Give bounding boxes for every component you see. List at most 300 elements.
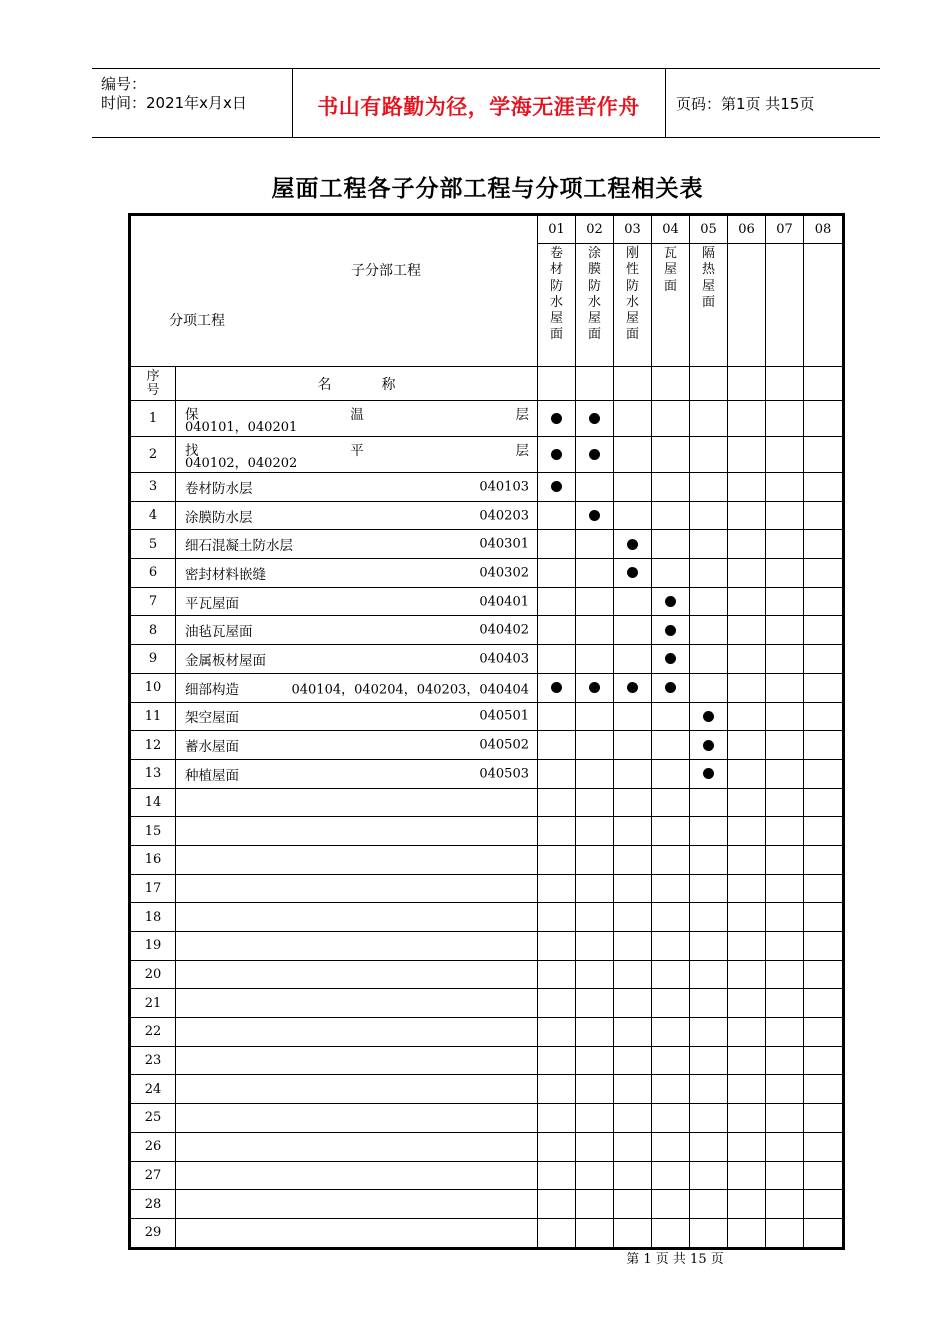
relation-cell (804, 1190, 843, 1219)
relation-cell (576, 817, 614, 846)
relation-cell (728, 989, 766, 1018)
row-name-cell (176, 903, 538, 932)
relation-cell (576, 559, 614, 588)
relation-cell (728, 1046, 766, 1075)
table-row (131, 1046, 843, 1075)
relation-cell (690, 731, 728, 760)
row-name-cell (176, 616, 538, 645)
table-row (131, 645, 843, 674)
filled-dot-icon (551, 449, 562, 460)
table-row (131, 1218, 843, 1247)
relation-cell (614, 587, 652, 616)
relation-cell (614, 673, 652, 702)
relation-cell (576, 874, 614, 903)
relation-cell (538, 1075, 576, 1104)
relation-cell (652, 932, 690, 961)
empty-cell (652, 367, 690, 401)
relation-cell (690, 501, 728, 530)
row-name-cell (176, 845, 538, 874)
column-name-char: 热 (701, 262, 715, 278)
column-name-char: 防 (625, 278, 639, 294)
row-name-wrap (176, 502, 537, 530)
relation-cell (804, 932, 843, 961)
page-info: 页码：第1页 共15页 (676, 95, 815, 113)
column-name-char: 卷 (549, 246, 563, 261)
column-name-char: 涂 (587, 246, 601, 261)
relation-cell (690, 1046, 728, 1075)
relation-cell (728, 437, 766, 473)
relation-cell (728, 587, 766, 616)
row-name-wrap (176, 1075, 537, 1103)
relation-cell (804, 817, 843, 846)
empty-cell (804, 367, 843, 401)
relation-cell (766, 673, 804, 702)
time-label: 时间：2021年x月x日 (101, 94, 247, 112)
relation-cell (538, 903, 576, 932)
relation-cell (614, 645, 652, 674)
relation-cell (538, 960, 576, 989)
relation-cell (576, 702, 614, 731)
table-row (131, 530, 843, 559)
table-row (131, 1161, 843, 1190)
relation-cell (614, 1190, 652, 1219)
column-name (614, 244, 652, 367)
row-number: 20 (131, 960, 176, 989)
row-name-cell (176, 1018, 538, 1047)
table-row (131, 437, 843, 473)
filled-dot-icon (665, 596, 676, 607)
row-name-wrap (176, 1190, 537, 1218)
row-number: 2 (131, 437, 176, 473)
relation-cell (538, 1046, 576, 1075)
relation-cell (690, 903, 728, 932)
row-name-char: 温 (350, 407, 364, 423)
relation-cell (614, 989, 652, 1018)
relation-cell (766, 559, 804, 588)
relation-cell (804, 401, 843, 437)
table-row (131, 1018, 843, 1047)
relation-cell (804, 1046, 843, 1075)
relation-cell (538, 645, 576, 674)
relation-cell (614, 401, 652, 437)
row-name: 金属板材屋面 (185, 652, 266, 669)
relation-cell (576, 960, 614, 989)
row-number: 12 (131, 731, 176, 760)
relation-cell (576, 1075, 614, 1104)
relation-cell (538, 616, 576, 645)
row-name: 细石混凝土防水层 (185, 538, 293, 555)
relation-cell (690, 932, 728, 961)
row-number: 18 (131, 903, 176, 932)
row-codes: 040403 (479, 651, 529, 667)
motto-text: 书山有路勤为径，学海无涯苦作舟 (317, 94, 640, 119)
relation-cell (766, 932, 804, 961)
relation-cell (804, 1104, 843, 1133)
relation-cell (690, 559, 728, 588)
row-name-wrap (176, 1133, 537, 1161)
relation-cell (614, 473, 652, 502)
relation-cell (690, 1218, 728, 1247)
filled-dot-icon (665, 625, 676, 636)
row-number: 4 (131, 501, 176, 530)
row-name-cell (176, 437, 538, 473)
row-name-cell (176, 401, 538, 437)
header-motto-cell (292, 69, 666, 137)
relation-cell (576, 501, 614, 530)
row-number: 21 (131, 989, 176, 1018)
relation-cell (766, 817, 804, 846)
relation-cell (690, 1132, 728, 1161)
relation-cell (690, 616, 728, 645)
row-name: 涂膜防水层 (185, 509, 253, 526)
column-name (690, 244, 728, 367)
table-row (131, 1132, 843, 1161)
relation-cell (614, 1018, 652, 1047)
relation-cell (766, 645, 804, 674)
relation-cell (728, 1018, 766, 1047)
relation-cell (804, 473, 843, 502)
column-name-char: 屋 (625, 311, 639, 327)
relation-cell (804, 788, 843, 817)
relation-cell (614, 501, 652, 530)
row-name-char: 找 (185, 443, 199, 459)
relation-cell (766, 473, 804, 502)
relation-cell (614, 616, 652, 645)
relation-cell (576, 1018, 614, 1047)
row-name-cell (176, 530, 538, 559)
relation-cell (576, 616, 614, 645)
row-name-cell (176, 1132, 538, 1161)
relation-cell (766, 903, 804, 932)
relation-cell (652, 530, 690, 559)
row-number: 5 (131, 530, 176, 559)
filled-dot-icon (703, 711, 714, 722)
row-name-cell (176, 731, 538, 760)
relation-cell (652, 645, 690, 674)
filled-dot-icon (627, 682, 638, 693)
row-name-wrap (176, 559, 537, 587)
row-codes: 040301 (479, 536, 529, 552)
relation-cell (690, 1018, 728, 1047)
relation-cell (614, 759, 652, 788)
column-code: 05 (690, 216, 728, 244)
document-header (92, 68, 880, 138)
row-name-wrap (176, 645, 537, 673)
relation-cell (728, 645, 766, 674)
relation-cell (576, 401, 614, 437)
relation-table (130, 215, 843, 1248)
relation-cell (652, 960, 690, 989)
row-number: 1 (131, 401, 176, 437)
relation-cell (728, 1132, 766, 1161)
row-name-wrap (176, 789, 537, 817)
seq-header: 序号 (131, 367, 176, 401)
row-name-wrap (176, 875, 537, 903)
relation-cell (538, 501, 576, 530)
filled-dot-icon (551, 413, 562, 424)
relation-cell (576, 1046, 614, 1075)
filled-dot-icon (589, 449, 600, 460)
relation-cell (576, 731, 614, 760)
column-name-char: 材 (549, 262, 563, 278)
relation-cell (766, 1218, 804, 1247)
row-name-wrap (176, 530, 537, 558)
relation-cell (576, 587, 614, 616)
relation-cell (690, 989, 728, 1018)
relation-cell (804, 845, 843, 874)
relation-cell (690, 702, 728, 731)
relation-cell (576, 1104, 614, 1133)
row-number: 28 (131, 1190, 176, 1219)
filled-dot-icon (589, 413, 600, 424)
table-row (131, 473, 843, 502)
relation-cell (690, 845, 728, 874)
relation-cell (766, 788, 804, 817)
relation-cell (804, 501, 843, 530)
row-name-wrap (176, 989, 537, 1017)
row-codes: 040101，040201 (185, 420, 298, 435)
filled-dot-icon (703, 768, 714, 779)
row-name: 细部构造 (185, 681, 239, 698)
row-name-wrap (176, 674, 537, 702)
table-row (131, 587, 843, 616)
relation-cell (652, 559, 690, 588)
filled-dot-icon (551, 682, 562, 693)
relation-cell (766, 1161, 804, 1190)
relation-cell (728, 559, 766, 588)
column-name-char: 瓦 (663, 246, 677, 261)
row-name-cell (176, 1190, 538, 1219)
row-number: 17 (131, 874, 176, 903)
relation-cell (804, 1018, 843, 1047)
relation-cell (614, 530, 652, 559)
relation-cell (690, 437, 728, 473)
column-code: 01 (538, 216, 576, 244)
relation-cell (576, 473, 614, 502)
empty-cell (538, 367, 576, 401)
relation-cell (804, 645, 843, 674)
relation-cell (538, 817, 576, 846)
row-number: 26 (131, 1132, 176, 1161)
column-name-char: 面 (587, 327, 601, 343)
relation-cell (652, 587, 690, 616)
row-number: 19 (131, 932, 176, 961)
empty-cell (690, 367, 728, 401)
relation-cell (690, 759, 728, 788)
row-name: 油毡瓦屋面 (185, 624, 253, 641)
column-name-char: 屋 (663, 262, 677, 278)
relation-cell (728, 817, 766, 846)
row-name-cell (176, 817, 538, 846)
relation-cell (728, 473, 766, 502)
row-name-char: 层 (515, 407, 529, 423)
relation-cell (728, 1190, 766, 1219)
relation-cell (728, 501, 766, 530)
relation-cell (804, 437, 843, 473)
row-name-char: 层 (515, 443, 529, 459)
row-codes: 040302 (479, 565, 529, 581)
row-name-cell (176, 559, 538, 588)
filled-dot-icon (589, 510, 600, 521)
relation-cell (728, 1075, 766, 1104)
row-number: 7 (131, 587, 176, 616)
table-row (131, 759, 843, 788)
row-name-wrap (176, 760, 537, 788)
relation-cell (652, 401, 690, 437)
row-number: 22 (131, 1018, 176, 1047)
name-header (176, 367, 538, 401)
table-row (131, 702, 843, 731)
relation-cell (766, 1075, 804, 1104)
row-name-cell (176, 702, 538, 731)
empty-cell (728, 367, 766, 401)
row-name-cell (176, 645, 538, 674)
relation-cell (652, 473, 690, 502)
relation-cell (728, 401, 766, 437)
column-name-char: 面 (701, 294, 715, 310)
row-name: 种植屋面 (185, 767, 239, 784)
column-name (804, 244, 843, 367)
relation-cell (652, 817, 690, 846)
row-name-cell (176, 1218, 538, 1247)
column-name-char: 屋 (701, 278, 715, 294)
relation-cell (766, 401, 804, 437)
row-name: 架空屋面 (185, 710, 239, 727)
relation-cell (728, 903, 766, 932)
relation-cell (766, 1132, 804, 1161)
table-row (131, 731, 843, 760)
relation-cell (766, 702, 804, 731)
relation-cell (538, 673, 576, 702)
column-name-char: 刚 (625, 246, 639, 261)
relation-cell (538, 1161, 576, 1190)
relation-cell (766, 960, 804, 989)
relation-cell (766, 989, 804, 1018)
relation-cell (766, 587, 804, 616)
relation-cell (728, 673, 766, 702)
relation-cell (652, 1190, 690, 1219)
relation-cell (614, 932, 652, 961)
row-codes: 040203 (479, 508, 529, 524)
relation-cell (766, 731, 804, 760)
column-name-char: 水 (587, 294, 601, 310)
relation-cell (576, 989, 614, 1018)
table-row (131, 1190, 843, 1219)
subsection-label: 子分部工程 (351, 263, 421, 279)
relation-cell (538, 1218, 576, 1247)
row-codes: 040401 (479, 594, 529, 610)
relation-cell (690, 788, 728, 817)
relation-cell (652, 1046, 690, 1075)
row-name-wrap (176, 616, 537, 644)
row-name: 密封材料嵌缝 (185, 566, 266, 583)
table-row (131, 616, 843, 645)
relation-cell (766, 437, 804, 473)
relation-cell (652, 673, 690, 702)
relation-cell (538, 989, 576, 1018)
relation-cell (766, 501, 804, 530)
relation-cell (804, 702, 843, 731)
relation-cell (538, 788, 576, 817)
relation-cell (538, 874, 576, 903)
relation-cell (614, 960, 652, 989)
relation-cell (804, 759, 843, 788)
relation-cell (614, 788, 652, 817)
row-name-cell (176, 759, 538, 788)
column-name-char: 防 (587, 278, 601, 294)
filled-dot-icon (627, 539, 638, 550)
empty-cell (576, 367, 614, 401)
row-number: 29 (131, 1218, 176, 1247)
relation-cell (766, 874, 804, 903)
relation-cell (804, 1075, 843, 1104)
table-row (131, 788, 843, 817)
relation-cell (728, 616, 766, 645)
relation-cell (652, 759, 690, 788)
row-name-cell (176, 587, 538, 616)
relation-cell (652, 731, 690, 760)
relation-cell (652, 1104, 690, 1133)
row-name-wrap (176, 903, 537, 931)
table-row (131, 845, 843, 874)
relation-cell (804, 530, 843, 559)
row-number: 10 (131, 673, 176, 702)
relation-cell (538, 759, 576, 788)
row-name-wrap (176, 703, 537, 731)
relation-cell (538, 1018, 576, 1047)
relation-cell (614, 559, 652, 588)
table-row (131, 960, 843, 989)
row-name-wrap (176, 817, 537, 845)
table-row (131, 989, 843, 1018)
relation-cell (538, 702, 576, 731)
relation-cell (728, 1104, 766, 1133)
relation-cell (538, 473, 576, 502)
name-header-char: 名 (317, 376, 332, 393)
table-row (131, 401, 843, 437)
relation-cell (538, 932, 576, 961)
table-row (131, 501, 843, 530)
row-name-cell (176, 1046, 538, 1075)
row-name-wrap (176, 731, 537, 759)
relation-cell (652, 874, 690, 903)
table-row (131, 673, 843, 702)
relation-cell (728, 874, 766, 903)
row-name-cell (176, 673, 538, 702)
row-name-cell (176, 501, 538, 530)
relation-cell (690, 817, 728, 846)
row-number: 8 (131, 616, 176, 645)
relation-cell (576, 1218, 614, 1247)
relation-cell (576, 845, 614, 874)
relation-cell (728, 702, 766, 731)
relation-cell (576, 645, 614, 674)
relation-cell (690, 587, 728, 616)
relation-cell (652, 1018, 690, 1047)
relation-cell (690, 1161, 728, 1190)
column-name (576, 244, 614, 367)
filled-dot-icon (627, 567, 638, 578)
row-name-cell (176, 989, 538, 1018)
relation-cell (652, 437, 690, 473)
row-name-wrap (176, 932, 537, 960)
relation-cell (538, 1132, 576, 1161)
row-number: 24 (131, 1075, 176, 1104)
row-number: 16 (131, 845, 176, 874)
relation-cell (728, 960, 766, 989)
relation-cell (804, 960, 843, 989)
filled-dot-icon (665, 682, 676, 693)
